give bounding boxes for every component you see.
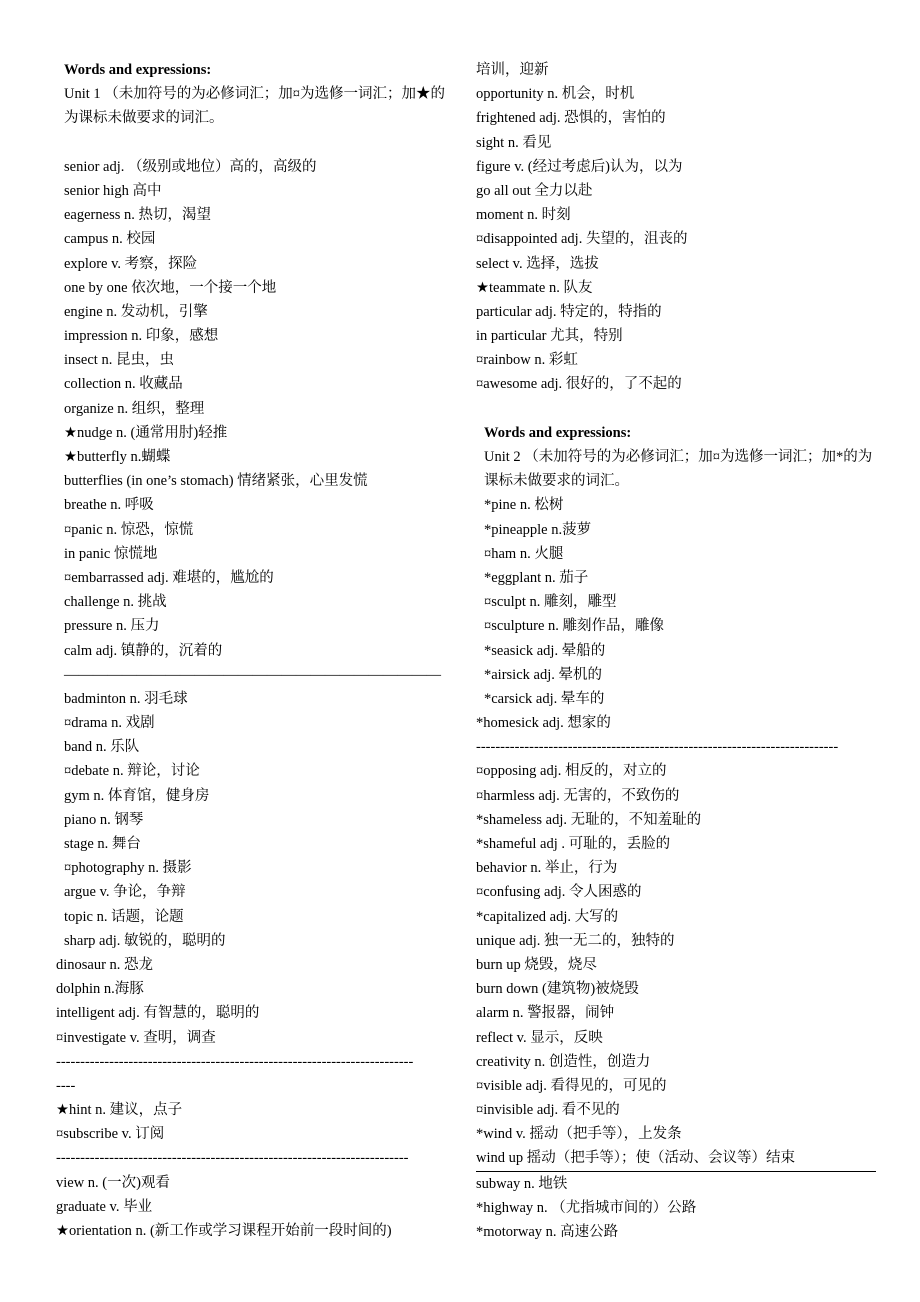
vocab-line: eagerness n. 热切，渴望 bbox=[64, 207, 211, 224]
vocab-line: campus n. 校园 bbox=[64, 231, 156, 248]
vocab-line: *pineapple n.菠萝 bbox=[484, 521, 592, 538]
vocab-line: *wind v. 摇动（把手等），上发条 bbox=[476, 1126, 682, 1143]
vocab-line: breathe n. 呼吸 bbox=[64, 497, 154, 514]
vocab-line: *highway n. （尤指城市间的）公路 bbox=[476, 1199, 697, 1216]
vocab-line: burn down (建筑物)被烧毁 bbox=[476, 981, 639, 998]
vocab-line: ¤debate n. 辩论，讨论 bbox=[64, 763, 200, 780]
vocab-line: challenge n. 挑战 bbox=[64, 594, 167, 611]
blank-line bbox=[56, 131, 456, 155]
vocab-line: *shameless adj. 无耻的，不知羞耻的 bbox=[476, 811, 702, 828]
vocab-line: figure v. (经过考虑后)认为，以为 bbox=[476, 158, 683, 175]
separator-line: -------------------------------------------------------------------------- bbox=[56, 1053, 414, 1070]
vocab-line: *shameful adj . 可耻的，丢脸的 bbox=[476, 836, 671, 853]
separator-line: --------------------------------------------------------------------------- bbox=[476, 739, 839, 756]
vocab-line: insect n. 昆虫，虫 bbox=[64, 352, 174, 369]
vocab-line: moment n. 时刻 bbox=[476, 207, 571, 224]
vocab-line: unique adj. 独一无二的，独特的 bbox=[476, 932, 675, 949]
vocab-line: pressure n. 压力 bbox=[64, 618, 160, 635]
vocab-line: ¤opposing adj. 相反的，对立的 bbox=[476, 763, 667, 780]
vocab-line: opportunity n. 机会，时机 bbox=[476, 86, 635, 103]
vocab-line: ¤visible adj. 看得见的，可见的 bbox=[476, 1077, 667, 1094]
section-heading: Words and expressions: bbox=[64, 62, 212, 78]
vocab-line: ¤disappointed adj. 失望的，沮丧的 bbox=[476, 231, 688, 248]
vocab-line: go all out 全力以赴 bbox=[476, 182, 593, 199]
vocab-line: ★hint n. 建议，点子 bbox=[56, 1102, 183, 1119]
vocab-line: in particular 尤其，特别 bbox=[476, 328, 623, 345]
vocab-line: explore v. 考察，探险 bbox=[64, 255, 198, 272]
vocab-line: butterflies (in one’s stomach) 情绪紧张，心里发慌 bbox=[64, 473, 368, 490]
vocab-line: ¤embarrassed adj. 难堪的，尴尬的 bbox=[64, 569, 274, 586]
vocab-line: graduate v. 毕业 bbox=[56, 1198, 153, 1215]
vocab-line: band n. 乐队 bbox=[64, 739, 140, 756]
vocab-line: particular adj. 特定的，特指的 bbox=[476, 303, 662, 320]
vocab-line: impression n. 印象，感想 bbox=[64, 328, 219, 345]
vocab-line: ¤drama n. 戏剧 bbox=[64, 715, 155, 732]
section-heading: Words and expressions: bbox=[484, 424, 632, 441]
vocab-line: *pine n. 松树 bbox=[484, 497, 564, 514]
vocab-line: frightened adj. 恐惧的，害怕的 bbox=[476, 110, 666, 127]
unit-intro: Unit 1 （未加符号的为必修词汇；加¤为选修一词汇；加★的为课标未做要求的词汇。 bbox=[64, 86, 446, 127]
vocab-line: ★orientation n. (新工作或学习课程开始前一段时间的) bbox=[56, 1223, 392, 1240]
vocab-line: ¤sculpture n. 雕刻作品，雕像 bbox=[484, 618, 665, 635]
vocab-line: intelligent adj. 有智慧的，聪明的 bbox=[56, 1005, 260, 1022]
vocab-line: burn up 烧毁，烧尽 bbox=[476, 956, 597, 973]
vocab-line: senior adj. （级别或地位）高的，高级的 bbox=[64, 158, 317, 175]
vocab-line: *capitalized adj. 大写的 bbox=[476, 908, 619, 925]
vocab-line: view n. (一次)观看 bbox=[56, 1174, 170, 1191]
separator-line: ------------------------------------------------------------------------- bbox=[56, 1150, 409, 1167]
blank-line bbox=[476, 397, 876, 421]
vocab-line: topic n. 话题，论题 bbox=[64, 908, 184, 925]
vocab-line: sight n. 看见 bbox=[476, 134, 552, 151]
vocab-line: ★teammate n. 队友 bbox=[476, 279, 593, 296]
vocab-line: senior high 高中 bbox=[64, 182, 162, 199]
vocab-line: ¤rainbow n. 彩虹 bbox=[476, 352, 578, 369]
vocab-line: alarm n. 警报器，闹钟 bbox=[476, 1005, 615, 1022]
vocab-line: ¤harmless adj. 无害的，不致伤的 bbox=[476, 787, 680, 804]
vocab-line: reflect v. 显示，反映 bbox=[476, 1029, 603, 1046]
vocab-line: dinosaur n. 恐龙 bbox=[56, 956, 154, 973]
vocab-line: ¤subscribe v. 订阅 bbox=[56, 1126, 165, 1143]
vocab-line: ¤confusing adj. 令人困惑的 bbox=[476, 884, 642, 901]
vocab-line: ★nudge n. (通常用肘)轻推 bbox=[64, 424, 228, 441]
vocab-line: ---- bbox=[56, 1077, 76, 1094]
vocab-line: badminton n. 羽毛球 bbox=[64, 690, 188, 707]
vocab-line: *motorway n. 高速公路 bbox=[476, 1224, 619, 1241]
vocab-line: *eggplant n. 茄子 bbox=[484, 569, 589, 586]
vocab-line: sharp adj. 敏锐的，聪明的 bbox=[64, 932, 226, 949]
vocab-line: *carsick adj. 晕车的 bbox=[484, 690, 605, 707]
vocab-line: argue v. 争论，争辩 bbox=[64, 884, 186, 901]
vocab-line: stage n. 舞台 bbox=[64, 836, 141, 853]
vocab-line: engine n. 发动机，引擎 bbox=[64, 303, 208, 320]
vocab-line: select v. 选择，选拔 bbox=[476, 255, 599, 272]
vocab-line: *airsick adj. 晕机的 bbox=[484, 666, 602, 683]
vocab-line: ¤awesome adj. 很好的，了不起的 bbox=[476, 376, 682, 393]
vocab-line: ¤photography n. 摄影 bbox=[64, 860, 192, 877]
vocab-line: dolphin n.海豚 bbox=[56, 981, 144, 998]
vocab-line: wind up 摇动（把手等）；使（活动、会议等）结束 bbox=[476, 1146, 876, 1171]
vocab-line: ¤investigate v. 查明，调查 bbox=[56, 1029, 216, 1046]
left-column bbox=[56, 58, 456, 1243]
vocab-line: one by one 依次地，一个接一个地 bbox=[64, 279, 277, 296]
vocab-line: 培训，迎新 bbox=[476, 62, 549, 78]
vocab-line: calm adj. 镇静的，沉着的 bbox=[64, 642, 223, 659]
vocab-line: ¤ham n. 火腿 bbox=[484, 545, 564, 562]
vocab-line: *homesick adj. 想家的 bbox=[476, 715, 611, 732]
vocab-line: collection n. 收藏品 bbox=[64, 376, 183, 393]
vocab-line: behavior n. 举止，行为 bbox=[476, 860, 618, 877]
vocab-line: ¤invisible adj. 看不见的 bbox=[476, 1102, 620, 1119]
vocab-line: subway n. 地铁 bbox=[476, 1175, 568, 1192]
vocab-line: creativity n. 创造性，创造力 bbox=[476, 1053, 651, 1070]
vocab-line: ¤panic n. 惊恐，惊慌 bbox=[64, 521, 194, 538]
vocab-line: gym n. 体育馆，健身房 bbox=[64, 787, 210, 804]
vocab-line: *seasick adj. 晕船的 bbox=[484, 642, 606, 659]
vocab-line: ¤sculpt n. 雕刻，雕型 bbox=[484, 594, 617, 611]
unit-intro: Unit 2 （未加符号的为必修词汇；加¤为选修一词汇；加*的为课标未做要求的词汇。 bbox=[484, 449, 873, 490]
vocab-line: ★butterfly n.蝴蝶 bbox=[64, 449, 171, 466]
separator-line: —————————————————————————— bbox=[64, 666, 441, 683]
vocab-line: piano n. 钢琴 bbox=[64, 811, 144, 828]
right-column bbox=[476, 58, 876, 1244]
vocab-line: organize n. 组织，整理 bbox=[64, 400, 205, 417]
vocab-line: in panic 惊慌地 bbox=[64, 545, 158, 562]
